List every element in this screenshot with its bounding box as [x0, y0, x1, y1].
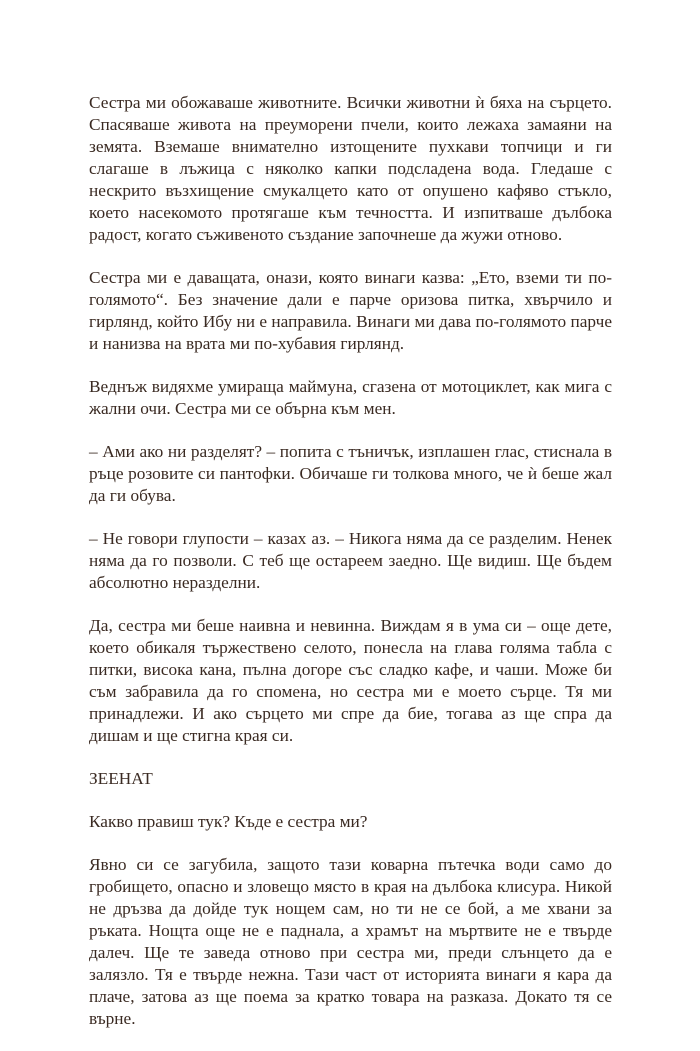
body-text: [89, 92, 612, 1051]
paragraph: Веднъж видяхме умираща маймуна, сгазена от мотоциклет, как мига с жални очи. Сестра ми се обърна към мен.: [89, 377, 612, 418]
paragraph: – Ами ако ни разделят? – попита с тъничък, изплашен глас, стиснала в ръце розовите си пантофки. Обичаше ги толкова много, че ѝ беше жал да ги обува.: [89, 442, 612, 505]
paragraph: Сестра ми обожаваше животните. Всички животни ѝ бяха на сърцето. Спасяваше живота на преуморени пчели, които лежаха замаяни на земята. Вземаше внимателно изтощените пухкави топчици и ги слагаше в лъжица с няколко капки подсладена вода. Гледаше с нескрито възхищение смукалцето като от опушено кафяво стъкло, което насекомото протягаше към течността. И изпитваше дълбока радост, когато съживеното създание започнеше да жужи отново.: [89, 93, 612, 244]
paragraph: Какво правиш тук? Къде е сестра ми?: [89, 812, 368, 831]
paragraph: Явно си се загубила, защото тази коварна пътечка води само до гробището, опасно и зловещо място в края на дълбока клисура. Никой не дръзва да дойде тук нощем сам, но ти не се бой, а ме хвани за ръката. Нощта още не е паднала, а храмът на мъртвите не е твърде далеч. Ще те заведа отново при сестра ми, преди слънцето да е залязло. Тя е твърде нежна. Тази част от историята винаги я кара да плаче, затова аз ще поема за кратко товара на разказа. Докато тя се върне.: [89, 855, 612, 1028]
section-heading: ЗЕЕНАТ: [89, 769, 153, 788]
paragraph: Да, сестра ми беше наивна и невинна. Виждам я в ума си – още дете, което обикаля тържествено селото, понесла на глава голяма табла с питки, висока кана, пълна догоре със сладко кафе, и чаши. Може би съм забравила да го спомена, но сестра ми е моето сърце. Тя ми принадлежи. И ако сърцето ми спре да бие, тогава аз ще спра да дишам и ще стигна края си.: [89, 616, 612, 745]
paragraph: Сестра ми е даващата, онази, която винаги казва: „Ето, вземи ти по-голямото“. Без значение дали е парче оризова питка, хвърчило и гирлянд, който Ибу ни е направила. Винаги ми дава по-голямото парче и нанизва на врата ми по-хубавия гирлянд.: [89, 268, 612, 353]
paragraph: – Не говори глупости – казах аз. – Никога няма да се разделим. Ненек няма да го позволи. С теб ще остареем заедно. Ще видиш. Ще бъдем абсолютно неразделни.: [89, 529, 612, 592]
